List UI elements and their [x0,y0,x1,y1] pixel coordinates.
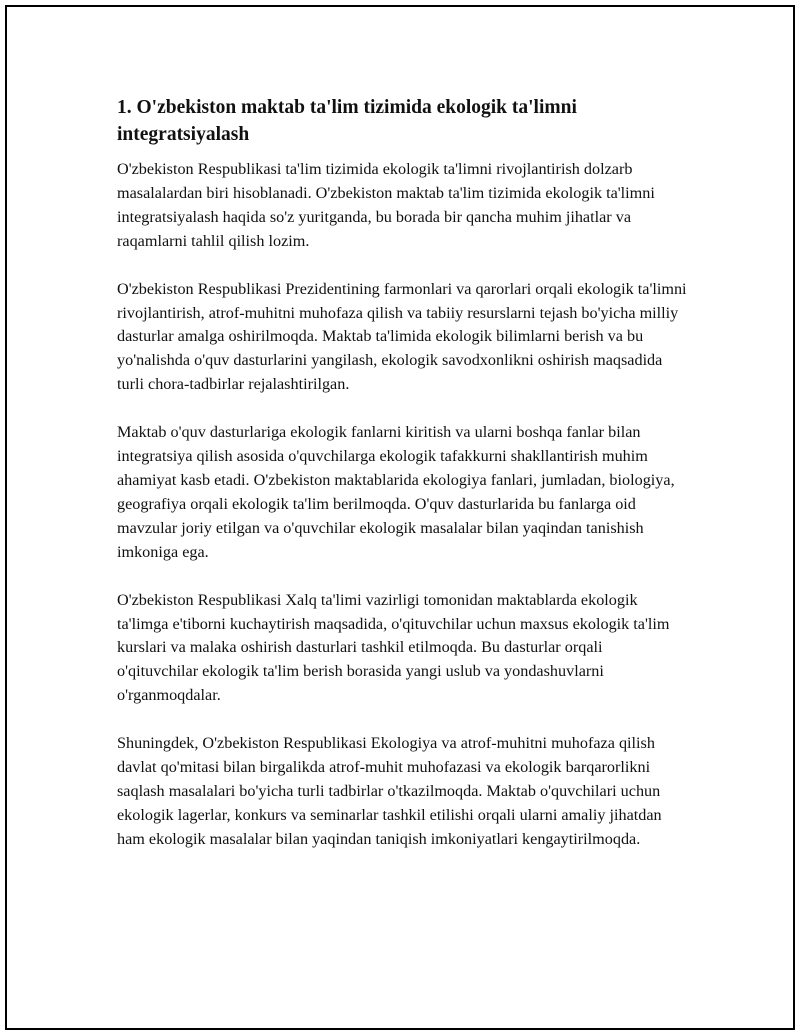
paragraph-3: Maktab o'quv dasturlariga ekologik fanlarni kiritish va ularni boshqa fanlar bilan integratsiya qilish asosida o'quvchilarga ekologik tafakkurni shakllantirish muhim ahamiyat kasb etadi. O'zbekiston maktablarida ekologiya fanlari, jumladan, biologiya, geografiya orqali ekologik ta'lim berilmoqda. O'quv dasturlarida bu fanlarga oid mavzular joriy etilgan va o'quvchilar ekologik masalalar bilan yaqindan tanishish imkoniga ega. [117,423,675,561]
section-heading: 1. O'zbekiston maktab ta'lim tizimida ekologik ta'limni integratsiyalash [117,97,577,145]
document-body [117,94,687,876]
paragraph-1: O'zbekiston Respublikasi ta'lim tizimida ekologik ta'limni rivojlantirish dolzarb masalalardan biri hisoblanadi. O'zbekiston maktab ta'lim tizimida ekologik ta'limni integratsiyalash haqida so'z yuritganda, bu borada bir qancha muhim jihatlar va raqamlarni tahlil qilish lozim. [117,160,655,250]
paragraph-5: Shuningdek, O'zbekiston Respublikasi Ekologiya va atrof-muhitni muhofaza qilish davlat qo'mitasi bilan birgalikda atrof-muhit muhofazasi va ekologik barqarorlikni saqlash masalalari bo'yicha turli tadbirlar o'tkazilmoqda. Maktab o'quvchilari uchun ekologik lagerlar, konkurs va seminarlar tashkil etilishi orqali ularni amaliy jihatdan ham ekologik masalalar bilan yaqindan taniqish imkoniyatlari kengaytirilmoqda. [117,734,662,848]
paragraph-2: O'zbekiston Respublikasi Prezidentining farmonlari va qarorlari orqali ekologik ta'limni rivojlantirish, atrof-muhitni muhofaza qilish va tabiiy resurslarni tejash bo'yicha milliy dasturlar amalga oshirilmoqda. Maktab ta'limida ekologik bilimlarni berish va bu yo'nalishda o'quv dasturlarini yangilash, ekologik savodxonlikni oshirish maqsadida turli chora-tadbirlar rejalashtirilgan. [117,279,687,394]
paragraph-4: O'zbekiston Respublikasi Xalq ta'limi vazirligi tomonidan maktablarda ekologik ta'limga e'tiborni kuchaytirish maqsadida, o'qituvchilar uchun maxsus ekologik ta'lim kurslari va malaka oshirish dasturlari tashkil etilmoqda. Bu dasturlar orqali o'qituvchilar ekologik ta'lim berish borasida yangi uslub va yondashuvlarni o'rganmoqdalar. [117,590,670,705]
